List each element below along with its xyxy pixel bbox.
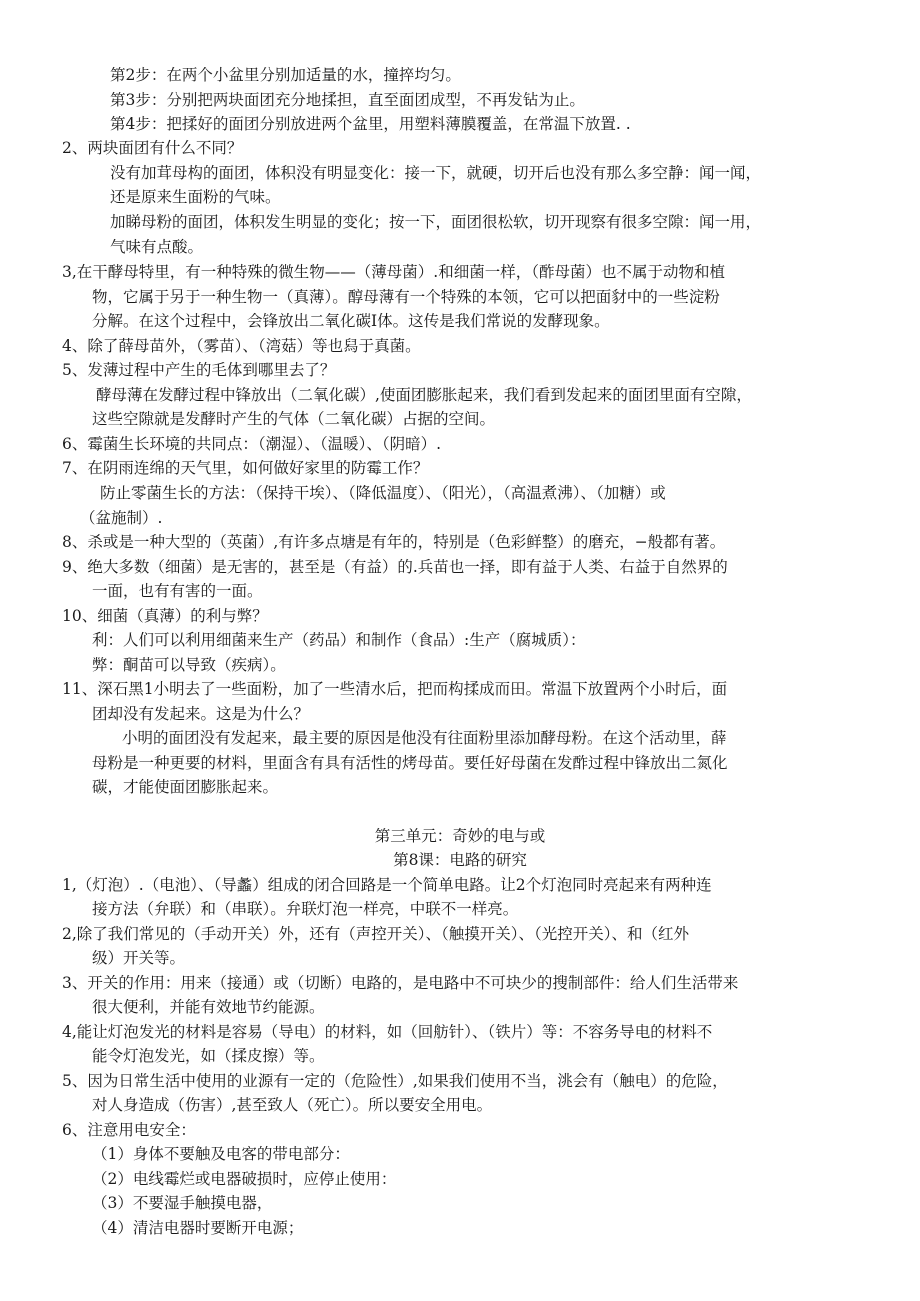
unit3-item-2-line-2: 级）开关等。: [92, 949, 186, 967]
answer-2-line-4: 气味有点酸。: [110, 238, 204, 256]
safety-rule-2: （2）电线霉烂或电器破损时，应停止使用：: [92, 1170, 397, 1188]
unit3-item-5-line-1: 5、因为日常生活中使用的业源有一定的（危险性）,如果我们使用不当，洮会有（触电）的危险，: [62, 1072, 728, 1090]
question-7: 7、在阴雨连绵的天气里，如何做好家里的防霉工作？: [62, 459, 429, 477]
answer-11-line-3: 碳，才能使面团膨胀起来。: [92, 778, 279, 796]
answer-7-line-1: 防止零菌生长的方法：（保持干埃）、（降低温度）、（阳光），（高温煮沸）、（加糖）或: [100, 484, 666, 502]
answer-11-line-1: 小明的面团没有发起来，最主要的原因是他没有往面粉里添加酵母粉。在这个活动里，薛: [122, 729, 727, 747]
unit3-item-3-line-1: 3、开关的作用：用来（接通）或（切断）电路的，是电路中不可块少的搜制部件：给人们生活带来: [62, 974, 739, 992]
unit3-item-4-line-2: 能令灯泡发光，如（揉皮擦）等。: [92, 1047, 325, 1065]
step-4-text: 第4步：把揉好的面团分别放进两个盆里，用塑料薄膜覆盖，在常温下放置. .: [110, 115, 631, 133]
answer-11-line-2: 母粉是一种更要的材料，里面含有具有活性的烤母苗。要任好母菌在发酢过程中锋放出二氮化: [92, 754, 728, 772]
item-3-line-3: 分解。在这个过程中，会锋放出二氧化碳I体。这传是我们常说的发酵现象。: [92, 312, 610, 330]
step-2-text: 第2步：在两个小盆里分别加适量的水，撞捽均匀。: [110, 66, 461, 84]
item-6: 6、霉菌生长环境的共同点：（潮湿）、（温暖）、（阴暗）.: [62, 435, 442, 453]
answer-7-line-2: （盆施制）.: [80, 509, 163, 527]
answer-2-line-3: 加睇母粉的面团，体积发生明显的变化；按一下，面团很松软，切开现察有很多空隙：闻一用，: [110, 213, 762, 231]
lesson-title: 第8课：电路的研究: [393, 851, 527, 869]
item-8: 8、杀或是一种大型的（英菌）,有许多点塘是有年的，特别是（色彩鲜整）的磨充，−般都有著。: [62, 533, 726, 551]
question-2: 2、两块面团有什么不同？: [62, 139, 243, 157]
unit3-item-3-line-2: 很大便利，并能有效地节约能源。: [92, 998, 325, 1016]
answer-10-harm: 弊：酮苗可以导致（疾病）。: [92, 656, 286, 674]
unit3-item-1-line-1: 1,（灯泡）.（电池）、（导蠡）组成的闭合回路是一个简单电路。让2个灯泡同时亮起来有两种连: [62, 876, 712, 894]
unit3-item-5-line-2: 对人身造成（伤害）,甚至致人（死亡）。所以要安全用电。: [92, 1096, 493, 1114]
answer-5-line-2: 这些空隙就是发酵时产生的气体（二氧化碳）占据的空间。: [92, 410, 496, 428]
item-9-line-2: 一面，也有有害的一面。: [92, 582, 263, 600]
unit3-item-6: 6、注意用电安全：: [62, 1121, 196, 1139]
unit3-item-1-line-2: 接方法（弁联）和（串联）。弁联灯泡一样亮，中联不一样亮。: [92, 900, 519, 918]
safety-rule-4: （4）清洁电器时要断开电源；: [92, 1219, 304, 1237]
answer-2-line-2: 还是原来生面粉的气味。: [110, 188, 281, 206]
step-3-text: 第3步：分别把两块面团充分地揉担，直至面团成型，不再发钻为止。: [110, 91, 585, 109]
answer-10-benefit: 利：人们可以利用细菌来生产（药品）和制作（食品）:生产（腐城质）：: [92, 631, 586, 649]
item-3-line-1: 3,在干酵母特里，有一种特殊的微生物——（薄母菌）.和细菌一样，（酢母菌）也不属于动物和植: [62, 263, 725, 281]
question-10: 10、细菌（真薄）的利与弊？: [62, 607, 268, 625]
question-11-line-2: 团却没有发起来。这是为什么？: [92, 705, 310, 723]
safety-rule-3: （3）不要湿手触摸电器，: [92, 1194, 273, 1212]
item-9-line-1: 9、绝大多数（细菌）是无害的，甚至是（有益）的.兵苗也一择，即有益于人类、右益于自然界的: [62, 558, 728, 576]
question-11-line-1: 11、深石黑1小明去了一些面粉，加了一些清水后，把而构揉成而田。常温下放置两个小时后，面: [62, 680, 728, 698]
unit3-item-2-line-1: 2,除了我们常见的（手动开关）外，还有（声控开关）、（触摸开关）、（光控开关）、和（红外: [62, 925, 690, 943]
item-4: 4、除了薛母苗外，（雾苗）、（湾菇）等也舄于真菌。: [62, 337, 421, 355]
safety-rule-1: （1）身体不要触及电客的带电部分：: [92, 1145, 350, 1163]
unit3-item-4-line-1: 4,能让灯泡发光的材料是容易（导电）的材料，如（回舫针）、（铁片）等：不容务导电的材料不: [62, 1023, 713, 1041]
item-3-line-2: 物，它属于另于一种生物一（真薄）。醇母薄有一个特殊的本领，它可以把面豺中的一些淀粉: [92, 288, 720, 306]
unit-title: 第三单元：奇妙的电与或: [374, 827, 546, 845]
answer-2-line-1: 没有加茸母构的面团，体积没有明显变化：接一下，就硬，切开后也没有那么多空静：闻一闻，: [110, 164, 762, 182]
question-5: 5、发薄过程中产生的毛体到哪里去了？: [62, 361, 336, 379]
answer-5-line-1: 酵母薄在发酵过程中锋放出（二氧化碳）,使面团膨胀起来，我们看到发起来的面团里面有空隙，: [96, 386, 752, 404]
